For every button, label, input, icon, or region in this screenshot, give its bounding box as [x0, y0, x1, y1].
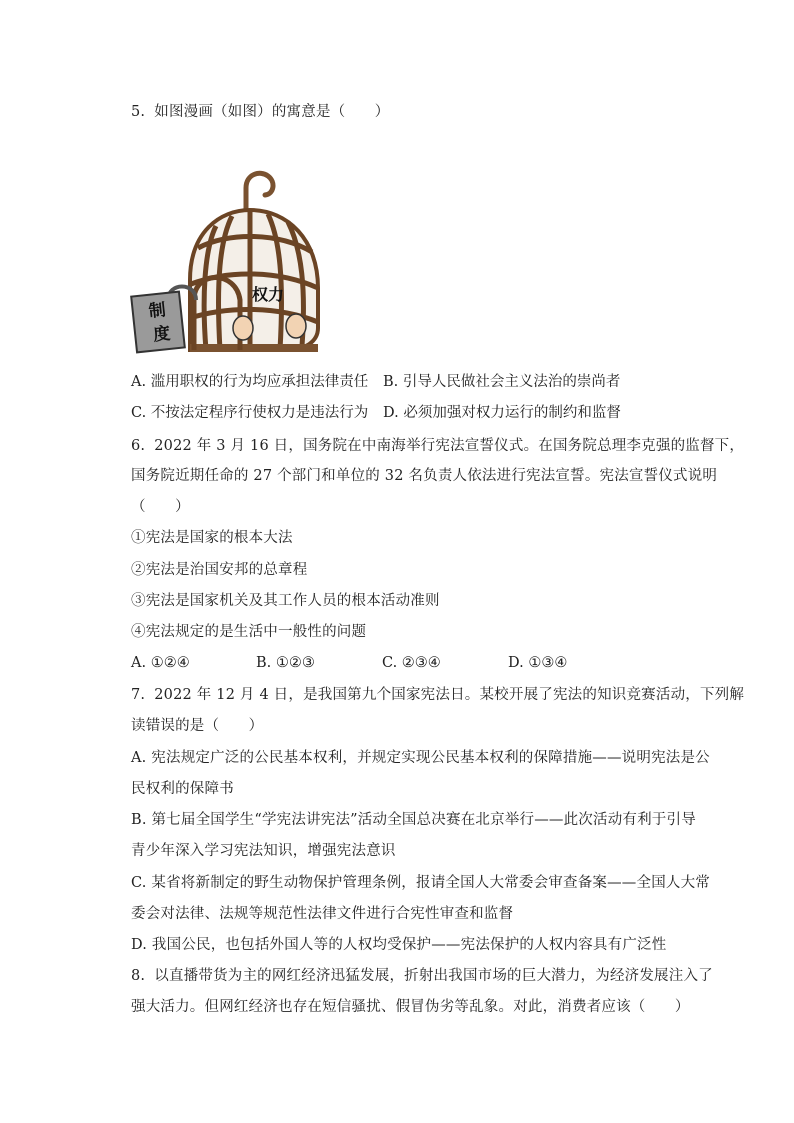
q6-item-2: ②宪法是治国安邦的总章程: [131, 562, 308, 578]
q6-item-1: ①宪法是国家的根本大法: [131, 530, 293, 546]
q7-option-b-line1: B. 第七届全国学生“学宪法讲宪法”活动全国总决赛在北京举行——此次活动有利于引导: [131, 812, 696, 828]
q6-stem-line3: （ ）: [131, 499, 190, 515]
power-label: 权力: [252, 285, 285, 304]
left-hand: [233, 316, 253, 340]
q5-option-a: A. 滥用职权的行为均应承担法律责任: [131, 374, 369, 390]
q5-option-d: D. 必须加强对权力运行的制约和监督: [383, 405, 621, 421]
q7-option-a-line1: A. 宪法规定广泛的公民基本权利，并规定实现公民基本权利的保障措施——说明宪法是公: [131, 750, 710, 766]
q6-item-4: ④宪法规定的是生活中一般性的问题: [131, 624, 367, 640]
q6-number: 6.: [131, 438, 146, 454]
q5-option-b: B. 引导人民做社会主义法治的崇尚者: [383, 374, 621, 390]
q5-option-c: C. 不按法定程序行使权力是违法行为: [131, 405, 369, 421]
q6-option-c: C. ②③④: [382, 655, 441, 671]
q8-stem-line2: 强大活力。但网红经济也存在短信骚扰、假冒伪劣等乱象。对此，消费者应该（ ）: [131, 999, 690, 1015]
q7-number: 7.: [131, 687, 146, 703]
q7-option-d-line1: D. 我国公民，也包括外国人等的人权均受保护——宪法保护的人权内容具有广泛性: [131, 937, 667, 953]
q5-stem-text: 如图漫画（如图）的寓意是（ ）: [154, 104, 390, 120]
q8-number: 8.: [131, 968, 146, 984]
lock-label-1: 制: [147, 300, 167, 322]
q7-option-a-line2: 民权利的保障书: [131, 781, 234, 797]
q6-option-b: B. ①②③: [256, 655, 315, 671]
q6-option-d: D. ①③④: [508, 655, 568, 671]
q8-stem-text-1: 以直播带货为主的网红经济迅猛发展，折射出我国市场的巨大潜力，为经济发展注入了: [154, 968, 713, 984]
cage-hook: [246, 173, 273, 212]
q7-stem-line1: [131, 685, 744, 705]
q8-stem-line1: [131, 966, 713, 986]
q6-stem-line2: 国务院近期任命的 27 个部门和单位的 32 名负责人依法进行宪法宣誓。宪法宣誓仪式说明: [131, 468, 718, 484]
q6-option-a: A. ①②④: [131, 655, 190, 671]
right-hand: [286, 314, 306, 338]
q7-stem-text-1: 2022 年 12 月 4 日，是我国第九个国家宪法日。某校开展了宪法的知识竞赛活动，下列解: [154, 687, 745, 703]
q6-item-3: ③宪法是国家机关及其工作人员的根本活动准则: [131, 593, 440, 609]
cage-cartoon: [128, 160, 338, 360]
q6-stem-text-1: 2022 年 3 月 16 日，国务院在中南海举行宪法宣誓仪式。在国务院总理李克强的监督下，: [154, 438, 745, 454]
q5-number: 5.: [131, 104, 146, 120]
q7-option-c-line1: C. 某省将新制定的野生动物保护管理条例，报请全国人大常委会审查备案——全国人大常: [131, 875, 710, 891]
q7-option-b-line2: 青少年深入学习宪法知识，增强宪法意识: [131, 843, 396, 859]
q6-stem-line1: [131, 436, 744, 456]
q5-stem: [131, 102, 389, 122]
cage-base: [190, 344, 318, 352]
q7-stem-line2: 读错误的是（ ）: [131, 718, 264, 734]
q7-option-c-line2: 委会对法律、法规等规范性法律文件进行合宪性审查和监督: [131, 906, 514, 922]
lock-label-2: 度: [152, 323, 172, 346]
